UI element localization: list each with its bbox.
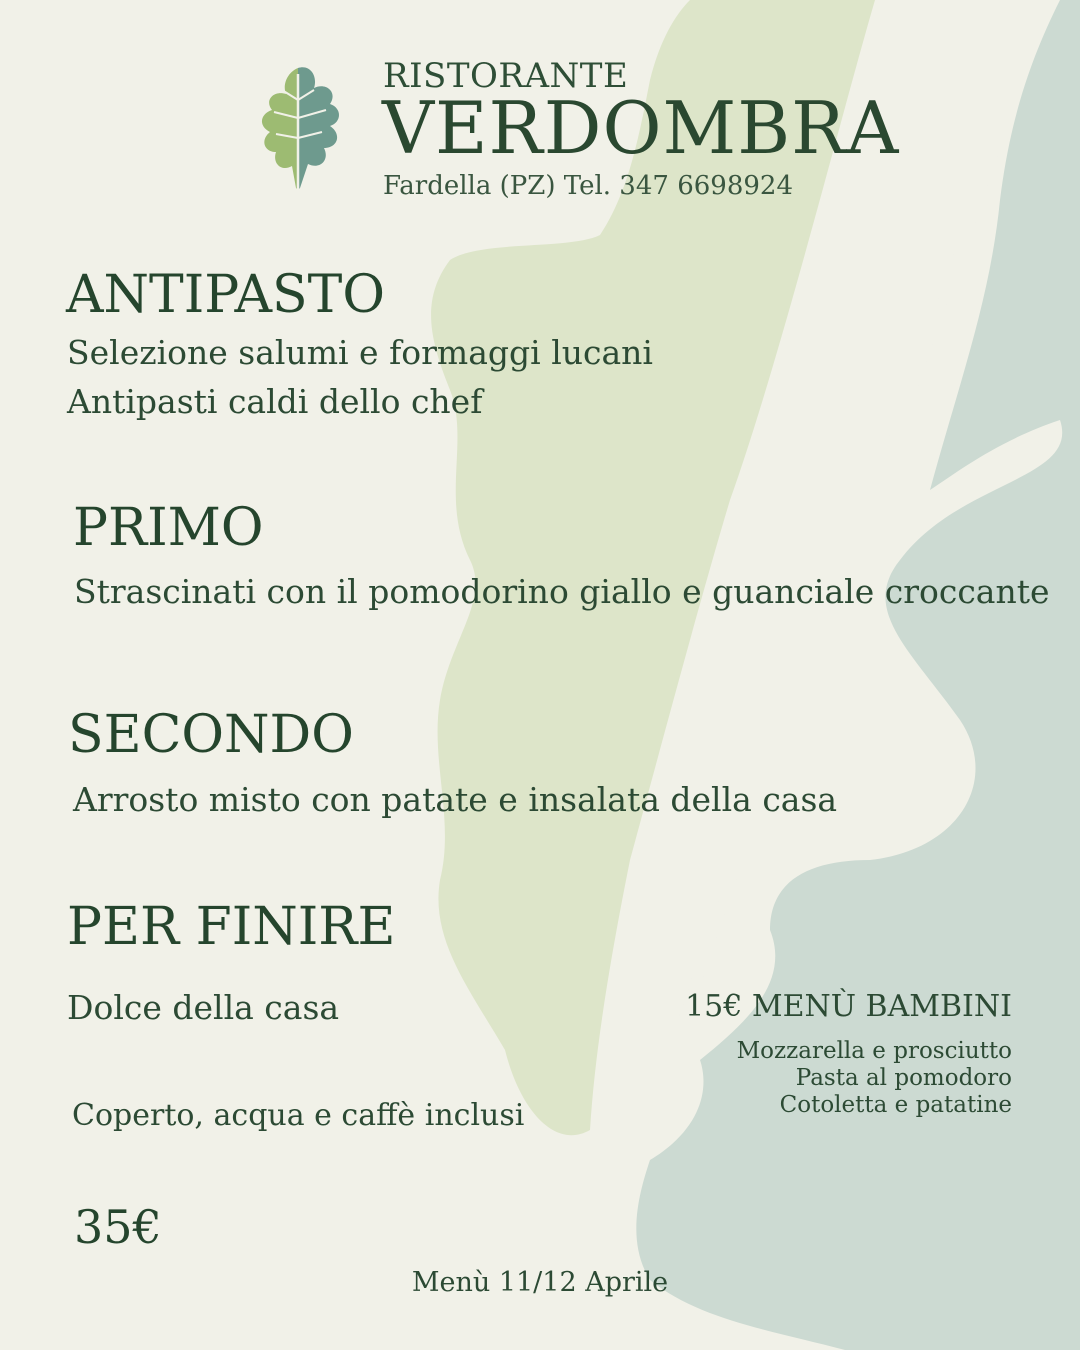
section-title-primo: PRIMO <box>73 498 264 558</box>
kids-menu-item: Cotoletta e patatine <box>779 1092 1012 1118</box>
contact-info: Fardella (PZ) Tel. 347 6698924 <box>383 171 793 201</box>
menu-price: 35€ <box>74 1200 162 1254</box>
menu-item: Strascinati con il pomodorino giallo e guanciale croccante <box>74 572 1050 611</box>
section-title-per-finire: PER FINIRE <box>67 897 396 957</box>
included-note: Coperto, acqua e caffè inclusi <box>72 1098 525 1133</box>
section-title-secondo: SECONDO <box>68 705 354 765</box>
kids-menu-title: 15€ MENÙ BAMBINI <box>685 989 1012 1024</box>
kids-menu-item: Pasta al pomodoro <box>795 1065 1012 1091</box>
menu-date-footer: Menù 11/12 Aprile <box>411 1267 669 1298</box>
menu-item: Dolce della casa <box>67 988 340 1027</box>
menu-item: Antipasti caldi dello chef <box>67 382 483 421</box>
brand-name: VERDOMBRA <box>382 86 900 170</box>
oak-leaf-icon <box>252 60 344 198</box>
menu-item: Selezione salumi e formaggi lucani <box>67 333 653 372</box>
brand-subtitle: RISTORANTE <box>383 56 629 96</box>
kids-menu-item: Mozzarella e prosciutto <box>736 1038 1012 1064</box>
menu-item: Arrosto misto con patate e insalata della casa <box>73 780 838 819</box>
section-title-antipasto: ANTIPASTO <box>66 265 385 325</box>
